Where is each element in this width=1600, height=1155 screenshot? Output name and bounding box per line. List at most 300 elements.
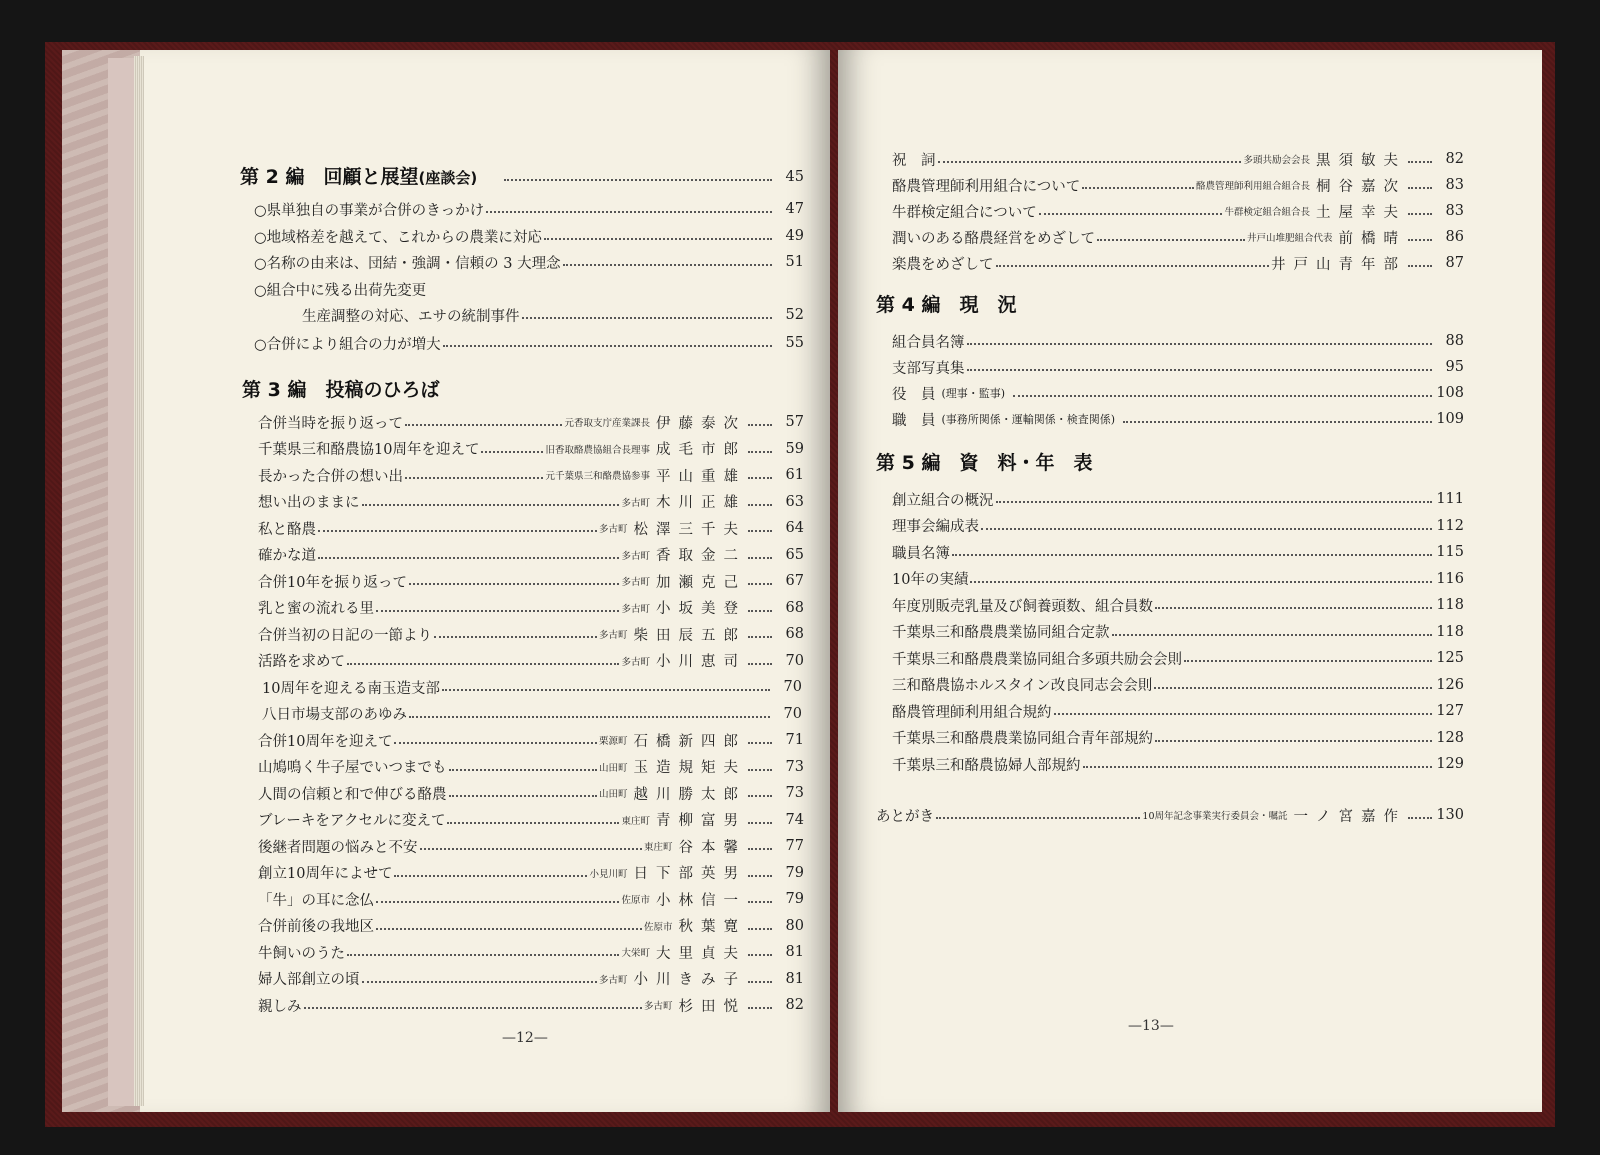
entry-title: 千葉県三和酪農農業協同組合定款 xyxy=(892,625,1110,641)
toc-entry xyxy=(302,304,804,326)
entry-title: ○県単独自の事業が合併のきっかけ xyxy=(254,202,485,219)
leader-dots xyxy=(936,817,1140,819)
entry-page: 57 xyxy=(785,414,804,430)
entry-page: 111 xyxy=(1436,491,1464,507)
entry-page: 68 xyxy=(785,626,804,642)
section-heading xyxy=(240,162,477,189)
entry-page: 73 xyxy=(785,758,804,775)
entry-title: 牛飼いのうた xyxy=(258,945,345,962)
author-affiliation: 小見川町 xyxy=(589,868,628,880)
toc-entry xyxy=(892,647,1464,669)
entry-page: 130 xyxy=(1436,807,1464,823)
entry-page: 59 xyxy=(785,440,804,457)
toc-entry xyxy=(258,888,804,910)
entry-page: 109 xyxy=(1436,411,1464,427)
toc-entry xyxy=(892,700,1464,722)
entry-page: 70 xyxy=(783,679,802,695)
entry-page: 86 xyxy=(1445,229,1464,245)
section-heading xyxy=(876,448,1092,475)
author-affiliation: 牛群検定組合組合長 xyxy=(1224,207,1310,218)
entry-page: 51 xyxy=(785,254,804,270)
entry-title: 組合員名簿 xyxy=(892,334,965,351)
toc-entry xyxy=(892,382,1464,404)
toc-entry xyxy=(258,809,804,831)
toc-entry xyxy=(892,488,1464,510)
toc-entry xyxy=(892,148,1464,170)
entry-title: 合併当時を振り返って xyxy=(258,415,403,432)
leader-dots-short xyxy=(748,477,772,479)
entry-title: 楽農をめざして xyxy=(892,256,994,273)
page-number: —12— xyxy=(502,1030,548,1046)
toc-entry xyxy=(258,650,804,672)
leader-dots xyxy=(409,716,770,718)
entry-page: 116 xyxy=(1436,570,1464,587)
toc-entry xyxy=(892,330,1464,352)
toc-entry xyxy=(892,568,1464,590)
entry-title: 親しみ xyxy=(258,998,302,1015)
author-affiliation: 佐原市 xyxy=(643,921,673,933)
leader-dots xyxy=(967,343,1433,345)
toc-entry xyxy=(258,517,804,539)
section-number: 第 2 編 xyxy=(240,166,305,188)
entry-title: ○地域格差を越えて、これからの農業に対応 xyxy=(254,229,542,246)
entry-title: 想い出のままに xyxy=(258,495,360,511)
author-name: 小川恵司 xyxy=(656,654,746,670)
author-affiliation: 多古町 xyxy=(621,577,650,588)
entry-title: ○名称の由来は、団結・強調・信頼の 3 大理念 xyxy=(254,255,561,272)
leader-dots-short xyxy=(1408,161,1432,163)
leader-dots xyxy=(409,583,620,585)
toc-entry xyxy=(258,570,804,592)
toc-entry xyxy=(262,703,802,725)
entry-title: 千葉県三和酪農農業協同組合多頭共励会会則 xyxy=(892,651,1182,668)
leader-dots-short xyxy=(1408,265,1432,267)
leader-dots xyxy=(952,554,1432,556)
entry-title: ○合併により組合の力が増大 xyxy=(254,336,441,353)
toc-entry xyxy=(258,915,804,937)
section-heading xyxy=(876,290,1016,317)
entry-page: 61 xyxy=(785,467,804,483)
entry-page: 52 xyxy=(785,307,804,323)
leader-dots xyxy=(449,795,597,797)
entry-title: 創立10周年によせて xyxy=(258,866,393,882)
entry-page: 82 xyxy=(1445,151,1464,167)
entry-title: 生産調整の対応、エサの統制事件 xyxy=(302,308,520,325)
entry-title: 職 員 xyxy=(892,412,936,429)
author-name: 青柳富男 xyxy=(656,813,746,829)
author-affiliation: 東庄町 xyxy=(621,815,650,827)
toc-entry xyxy=(254,198,804,220)
entry-page: 82 xyxy=(785,997,804,1013)
section-title: 資 料・年 表 xyxy=(959,452,1093,474)
section-page-row xyxy=(502,166,804,188)
section-heading xyxy=(242,375,439,402)
entry-title: ブレーキをアクセルに変えて xyxy=(258,813,446,829)
leader-dots xyxy=(405,424,562,426)
author-name: 木川正雄 xyxy=(656,495,746,511)
author-affiliation: 10周年記念事業実行委員会・嘱託 xyxy=(1142,811,1288,822)
entry-page: 71 xyxy=(785,732,804,748)
entry-page: 118 xyxy=(1436,597,1464,613)
entry-title: 活路を求めて xyxy=(258,654,345,670)
leader-dots-short xyxy=(748,928,772,930)
author-affiliation: 元香取支庁産業課長 xyxy=(564,418,650,429)
toc-entry xyxy=(876,804,1464,826)
toc-entry xyxy=(258,729,804,751)
leader-dots xyxy=(970,581,1432,583)
entry-page: 79 xyxy=(785,864,804,881)
author-affiliation: 多古町 xyxy=(621,550,650,562)
leader-dots xyxy=(486,211,772,213)
leader-dots xyxy=(447,822,619,824)
entry-page: 77 xyxy=(785,838,804,854)
entry-page: 49 xyxy=(785,228,804,244)
entry-title: 潤いのある酪農経営をめざして xyxy=(892,230,1095,247)
leader-dots-short xyxy=(748,504,772,506)
leader-dots xyxy=(938,161,1242,163)
leader-dots xyxy=(443,345,772,347)
leader-dots xyxy=(544,238,772,240)
author-affiliation: 多古町 xyxy=(621,656,650,668)
entry-title: 祝 詞 xyxy=(892,152,936,169)
toc-entry xyxy=(258,544,804,566)
leader-dots xyxy=(1097,239,1245,241)
author-name: 秋葉寛 xyxy=(678,919,746,935)
entry-title: 長かった合併の想い出 xyxy=(258,468,403,485)
author-affiliation: 栗源町 xyxy=(598,736,628,747)
section-title: 現 況 xyxy=(959,294,1017,316)
toc-entry xyxy=(892,356,1464,378)
author-affiliation: 東庄町 xyxy=(643,842,673,853)
author-affiliation: 多古町 xyxy=(621,603,650,615)
entry-title: 合併10周年を迎えて xyxy=(258,733,393,750)
entry-page: 63 xyxy=(785,493,804,510)
entry-page: 73 xyxy=(785,785,804,801)
leader-dots-short xyxy=(1408,213,1432,215)
toc-entry xyxy=(892,408,1464,430)
entry-page: 47 xyxy=(785,201,804,217)
entry-title: 山鳩鳴く牛子屋でいつまでも xyxy=(258,760,447,776)
author-name: 柴田辰五郎 xyxy=(633,627,746,644)
entry-page: 68 xyxy=(785,599,804,616)
entry-title: 乳と蜜の流れる里 xyxy=(258,601,374,617)
leader-dots xyxy=(1039,213,1223,215)
leader-dots-short xyxy=(748,875,772,877)
leader-dots-short xyxy=(748,901,772,903)
entry-title: 役 員 xyxy=(892,386,936,403)
leader-dots xyxy=(563,264,772,266)
entry-title: 千葉県三和酪農農業協同組合青年部規約 xyxy=(892,731,1153,747)
toc-entry xyxy=(258,835,804,857)
toc-entry xyxy=(258,994,804,1016)
author-affiliation: 多頭共励会会長 xyxy=(1243,155,1310,166)
leader-dots xyxy=(1154,687,1432,689)
leader-dots-short xyxy=(748,610,772,612)
author-name: 前橋晴 xyxy=(1338,230,1406,247)
leader-dots xyxy=(1054,713,1433,715)
toc-entry xyxy=(258,491,804,513)
entry-page: 125 xyxy=(1436,650,1464,666)
author-name: 石橋新四郎 xyxy=(633,733,746,750)
leader-dots-short xyxy=(748,795,772,797)
author-name: 伊藤泰次 xyxy=(656,415,746,432)
leader-dots xyxy=(376,928,642,930)
leader-dots xyxy=(1013,395,1432,397)
toc-entry xyxy=(892,674,1464,696)
author-name: 杉田悦 xyxy=(678,998,746,1015)
page-number: —13— xyxy=(1128,1018,1174,1034)
author-affiliation: 酪農管理師利用組合組合長 xyxy=(1195,181,1310,192)
entry-page: 64 xyxy=(785,520,804,536)
leader-dots xyxy=(967,369,1433,371)
entry-title: 婦人部創立の頃 xyxy=(258,972,360,988)
entry-title: 酪農管理師利用組合について xyxy=(892,178,1081,195)
entry-page: 55 xyxy=(785,335,804,351)
leader-dots xyxy=(996,501,1433,503)
leader-dots xyxy=(504,179,772,181)
entry-title: 創立組合の概況 xyxy=(892,492,994,509)
toc-entry xyxy=(892,621,1464,643)
leader-dots xyxy=(318,557,619,559)
entry-page: 70 xyxy=(785,652,804,669)
leader-dots-short xyxy=(748,954,772,956)
toc-entry xyxy=(258,941,804,963)
leader-dots xyxy=(376,610,619,612)
entry-title: 合併当初の日記の一節より xyxy=(258,627,432,644)
leader-dots-short xyxy=(748,769,772,771)
leader-dots xyxy=(434,636,597,638)
entry-note: (理事・監事) xyxy=(941,387,1006,400)
author-affiliation: 多古町 xyxy=(643,1001,673,1012)
toc-entry xyxy=(254,332,804,354)
entry-page: 79 xyxy=(785,891,804,907)
entry-title: 合併前後の我地区 xyxy=(258,919,374,935)
author-name: 桐谷嘉次 xyxy=(1316,178,1406,195)
leader-dots-short xyxy=(748,981,772,983)
toc-entry xyxy=(254,278,804,300)
toc-entry xyxy=(258,782,804,804)
leader-dots-short xyxy=(1408,817,1432,819)
toc-entry xyxy=(892,727,1464,749)
toc-entry xyxy=(892,200,1464,222)
author-affiliation: 旧香取酪農協組合長理事 xyxy=(545,444,650,456)
author-name: 小坂美登 xyxy=(656,601,746,617)
section-subtitle: (座談会) xyxy=(418,169,478,187)
leader-dots xyxy=(522,317,773,319)
leader-dots-short xyxy=(748,742,772,744)
leader-dots xyxy=(347,954,619,956)
entry-title: あとがき xyxy=(876,808,934,825)
leader-dots xyxy=(362,504,620,506)
author-affiliation: 多古町 xyxy=(621,497,650,509)
entry-page: 83 xyxy=(1445,203,1464,219)
leader-dots xyxy=(1083,766,1433,768)
entry-title: 牛群検定組合について xyxy=(892,204,1037,221)
page-number-ref: 45 xyxy=(785,169,804,185)
author-name: 平山重雄 xyxy=(656,468,746,485)
entry-page: 87 xyxy=(1445,255,1464,271)
leader-dots xyxy=(1155,607,1432,609)
author-name: 黒須敏夫 xyxy=(1316,152,1406,169)
leader-dots xyxy=(420,848,642,850)
author-name: 一ノ宮嘉作 xyxy=(1293,808,1406,825)
entry-page: 118 xyxy=(1436,623,1464,640)
author-name: 香取金二 xyxy=(656,548,746,564)
toc-entry xyxy=(262,676,802,698)
leader-dots xyxy=(442,689,770,691)
author-affiliation: 多古町 xyxy=(598,974,628,986)
author-name: 大里貞夫 xyxy=(656,945,746,962)
toc-entry xyxy=(258,464,804,486)
entry-title: 八日市場支部のあゆみ xyxy=(262,707,407,723)
entry-page: 112 xyxy=(1436,517,1464,534)
section-number: 第 3 編 xyxy=(242,379,307,401)
leader-dots-short xyxy=(748,636,772,638)
left-page xyxy=(140,50,830,1112)
leader-dots-short xyxy=(748,424,772,426)
author-name: 小川きみ子 xyxy=(633,972,746,988)
leader-dots-short xyxy=(748,822,772,824)
entry-title: 確かな道 xyxy=(258,548,316,564)
author-name: 土屋幸夫 xyxy=(1316,204,1406,221)
leader-dots xyxy=(1155,740,1432,742)
leader-dots-short xyxy=(748,557,772,559)
leader-dots-short xyxy=(748,583,772,585)
toc-entry xyxy=(892,515,1464,537)
toc-entry xyxy=(892,174,1464,196)
entry-page: 129 xyxy=(1436,756,1464,772)
section-number: 第 4 編 xyxy=(876,294,941,316)
author-affiliation: 井戸山堆肥組合代表 xyxy=(1246,233,1333,244)
leader-dots-short xyxy=(748,663,772,665)
author-name: 谷本馨 xyxy=(678,839,746,856)
leader-dots xyxy=(1082,187,1194,189)
entry-note: (事務所関係・運輸関係・検査関係) xyxy=(941,413,1116,426)
leader-dots-short xyxy=(748,848,772,850)
leader-dots-short xyxy=(748,451,772,453)
author-affiliation: 山田町 xyxy=(598,789,628,800)
author-name: 松澤三千夫 xyxy=(633,521,746,538)
author-name: 小林信一 xyxy=(656,892,746,909)
entry-title: 支部写真集 xyxy=(892,360,965,377)
entry-page: 126 xyxy=(1436,676,1464,693)
entry-title: 千葉県三和酪農協10周年を迎えて xyxy=(258,442,480,458)
toc-entry xyxy=(892,541,1464,563)
author-name: 成毛市郎 xyxy=(656,442,746,458)
entry-page: 80 xyxy=(785,917,804,934)
leader-dots-short xyxy=(748,1007,772,1009)
entry-page: 67 xyxy=(785,573,804,589)
leader-dots xyxy=(318,530,597,532)
entry-title: 合併10年を振り返って xyxy=(258,574,407,591)
author-affiliation: 大栄町 xyxy=(621,948,650,959)
entry-title: 年度別販売乳量及び飼養頭数、組合員数 xyxy=(892,598,1153,615)
toc-entry xyxy=(892,252,1464,274)
toc-entry xyxy=(258,438,804,460)
author-name: 井戸山青年部 xyxy=(1271,256,1406,273)
author-affiliation: 佐原市 xyxy=(621,895,650,906)
entry-page: 81 xyxy=(785,944,804,960)
toc-entry xyxy=(258,756,804,778)
toc-entry xyxy=(254,225,804,247)
author-name: 越川勝太郎 xyxy=(633,786,746,803)
leader-dots xyxy=(1112,634,1433,636)
leader-dots xyxy=(1184,660,1432,662)
toc-entry xyxy=(258,623,804,645)
leader-dots-short xyxy=(748,530,772,532)
entry-title: 千葉県三和酪農協婦人部規約 xyxy=(892,757,1081,774)
entry-page: 74 xyxy=(785,811,804,828)
entry-title: 「牛」の耳に念仏 xyxy=(258,892,374,909)
page-edges xyxy=(134,56,144,1106)
author-affiliation: 山田町 xyxy=(598,762,628,774)
leader-dots xyxy=(996,265,1270,267)
leader-dots xyxy=(405,477,543,479)
author-affiliation: 多古町 xyxy=(598,524,628,535)
section-number: 第 5 編 xyxy=(876,452,941,474)
entry-page: 95 xyxy=(1445,359,1464,375)
toc-entry xyxy=(892,753,1464,775)
entry-title: 10周年を迎える南玉造支部 xyxy=(262,680,440,697)
leader-dots xyxy=(981,528,1432,530)
leader-dots-short xyxy=(1408,187,1432,189)
toc-entry xyxy=(258,597,804,619)
toc-entry xyxy=(258,411,804,433)
author-affiliation: 多古町 xyxy=(598,630,628,641)
leader-dots xyxy=(394,742,597,744)
leader-dots xyxy=(347,663,619,665)
entry-title: 理事会編成表 xyxy=(892,519,979,535)
toc-entry xyxy=(892,594,1464,616)
leader-dots xyxy=(394,875,587,877)
author-name: 玉造規矩夫 xyxy=(633,760,746,776)
author-name: 日下部英男 xyxy=(633,866,746,882)
entry-title: ○組合中に残る出荷先変更 xyxy=(254,282,427,299)
entry-page: 128 xyxy=(1436,729,1464,746)
leader-dots xyxy=(1123,421,1432,423)
leader-dots-short xyxy=(1408,239,1432,241)
entry-page: 83 xyxy=(1445,177,1464,193)
leader-dots xyxy=(304,1007,642,1009)
entry-page: 88 xyxy=(1445,333,1464,349)
entry-title: 10年の実績 xyxy=(892,572,969,588)
leader-dots xyxy=(481,451,543,453)
toc-entry xyxy=(258,968,804,990)
leader-dots xyxy=(449,769,597,771)
toc-entry xyxy=(258,862,804,884)
section-title: 回顧と展望 xyxy=(323,166,419,188)
entry-title: 三和酪農協ホルスタイン改良同志会会則 xyxy=(892,678,1153,694)
author-affiliation: 元千葉県三和酪農協参事 xyxy=(545,471,650,482)
entry-page: 108 xyxy=(1436,385,1464,401)
entry-page: 127 xyxy=(1436,703,1464,719)
section-title: 投稿のひろば xyxy=(325,379,440,401)
entry-title: 職員名簿 xyxy=(892,545,950,562)
toc-entry xyxy=(254,251,804,273)
entry-page: 115 xyxy=(1436,544,1464,560)
entry-title: 人間の信頼と和で伸びる酪農 xyxy=(258,786,447,803)
right-page xyxy=(838,50,1542,1112)
entry-page: 65 xyxy=(785,546,804,563)
leader-dots xyxy=(376,901,619,903)
entry-title: 酪農管理師利用組合規約 xyxy=(892,704,1052,721)
entry-title: 後継者問題の悩みと不安 xyxy=(258,839,418,856)
entry-page: 70 xyxy=(783,705,802,722)
entry-title: 私と酪農 xyxy=(258,521,316,538)
toc-entry xyxy=(892,226,1464,248)
leader-dots xyxy=(362,981,597,983)
entry-page: 81 xyxy=(785,970,804,987)
